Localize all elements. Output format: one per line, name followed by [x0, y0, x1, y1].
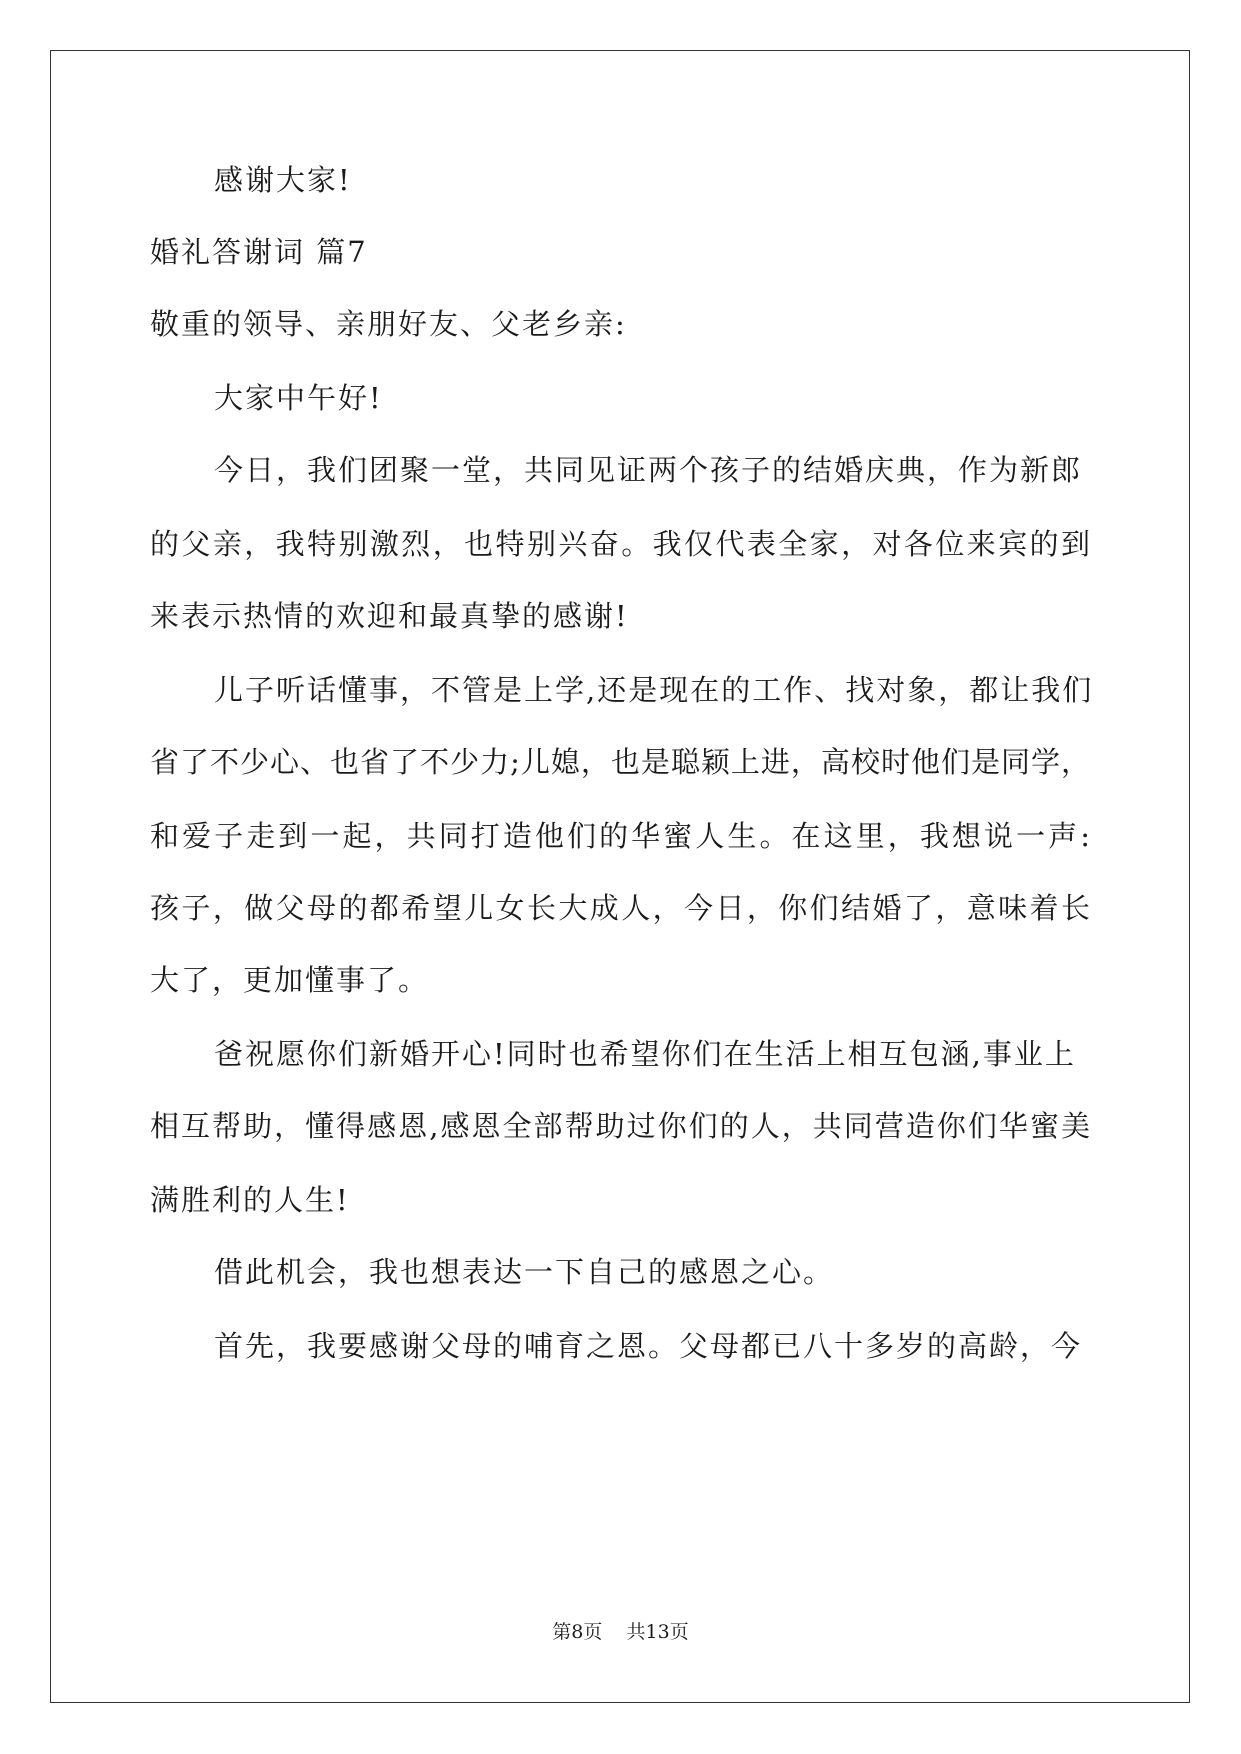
- footer-spacer: [602, 1621, 626, 1643]
- text-line: 来表示热情的欢迎和最真挚的感谢!: [150, 599, 629, 633]
- text-line: 相互帮助，懂得感恩,感恩全部帮助过你们的人，共同营造你们华蜜美: [150, 1109, 1090, 1143]
- page-border: [50, 50, 1190, 1703]
- text-line: 大了，更加懂事了。: [150, 963, 430, 997]
- text-line: 的父亲，我特别激烈，也特别兴奋。我仅代表全家，对各位来宾的到: [150, 527, 1090, 561]
- current-page-label: 第8页: [552, 1621, 603, 1643]
- text-line: 敬重的领导、亲朋好友、父老乡亲:: [150, 307, 627, 341]
- page-footer: [0, 1620, 1241, 1644]
- text-line: 大家中午好!: [214, 381, 383, 415]
- text-line: 孩子，做父母的都希望儿女长大成人，今日，你们结婚了，意味着长: [150, 891, 1090, 925]
- text-line: 今日，我们团聚一堂，共同见证两个孩子的结婚庆典，作为新郎: [214, 453, 1083, 487]
- text-line: 感谢大家!: [214, 163, 352, 197]
- text-line: 爸祝愿你们新婚开心!同时也希望你们在生活上相互包涵,事业上: [214, 1037, 1076, 1071]
- text-line: 省了不少心、也省了不少力;儿媳，也是聪颖上进，高校时他们是同学，: [150, 745, 1090, 779]
- text-line: 借此机会，我也想表达一下自己的感恩之心。: [214, 1255, 835, 1289]
- text-line: 婚礼答谢词 篇7: [150, 235, 368, 269]
- text-line: 儿子听话懂事，不管是上学,还是现在的工作、找对象，都让我们: [214, 673, 1094, 707]
- total-pages-label: 共13页: [626, 1621, 689, 1643]
- text-line: 首先，我要感谢父母的哺育之恩。父母都已八十多岁的高龄，今: [214, 1329, 1083, 1363]
- text-line: 和爱子走到一起，共同打造他们的华蜜人生。在这里，我想说一声:: [150, 819, 1090, 853]
- text-line: 满胜利的人生!: [150, 1183, 350, 1217]
